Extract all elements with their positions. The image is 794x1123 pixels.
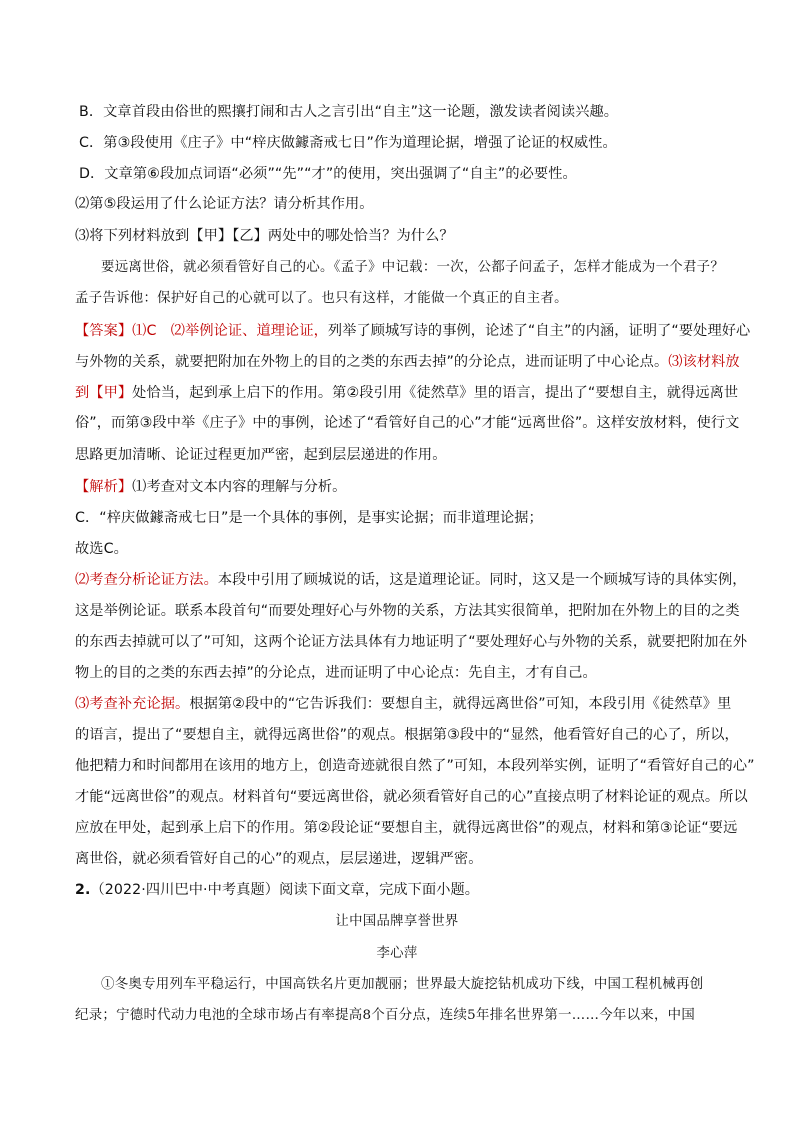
answer-sub-3: ⑶该材料放 [668, 354, 740, 370]
analysis-text: ⑴考查对文本内容的理解与分析。 [132, 479, 347, 495]
question-3: ⑶将下列材料放到【甲】【乙】两处中的哪处恰当？为什么？ [75, 228, 454, 244]
analysis-line-2: C．“梓庆做鐻斋戒七日”是一个具体的事例，是事实论据；而非道理论据； [75, 510, 543, 526]
analysis-text: 本段中引用了顾城说的话，这是道理论证。同时，这又是一个顾城写诗的具体实例， [217, 572, 747, 588]
analysis-3-line-3: 他把精力和时间都用在该用的地方上，创造奇迹就很自然了”可知，本段列举实例，证明了“看管好自己的心” [75, 758, 755, 774]
question-source: （2022·四川巴中·中考真题）阅读下面文章，完成下面小题。 [90, 882, 480, 898]
analysis-line-1 [75, 477, 346, 497]
answer-choice: ⑴C ⑵举例论证、道理论证， [132, 323, 328, 339]
answer-line-1 [75, 321, 750, 341]
option-d: D．文章第⑥段加点词语“必须”“先”“才”的使用，突出强调了“自主”的必要性。 [79, 166, 577, 182]
analysis-tag: 【解析】 [75, 479, 133, 495]
article-title: 让中国品牌享誉世界 [335, 914, 459, 929]
material-line-1: 要远离世俗，就必须看管好自己的心。《孟子》中记载：一次，公都子问孟子，怎样才能成为一个君子？ [101, 260, 725, 275]
answer-text: 与外物的关系，就要把附加在外物上的目的之类的东西去掉”的分论点，进而证明了中心论点。 [75, 354, 669, 370]
analysis-text: 根据第②段中的“它告诉我们：要想自主，就得远离世俗”可知，本段引用《徒然草》里 [189, 696, 732, 712]
question-2: ⑵第⑤段运用了什么论证方法？请分析其作用。 [75, 196, 374, 212]
analysis-2-line-1 [75, 570, 747, 590]
analysis-line-3: 故选C。 [75, 541, 128, 557]
answer-line-2 [75, 352, 740, 372]
article-author: 李心萍 [376, 946, 418, 961]
answer-tag: 【答案】 [75, 323, 133, 339]
question-number: 2. [75, 882, 91, 898]
analysis-2-line-4: 物上的目的之类的东西去掉”的分论点，进而证明了中心论点：先自主，才有自己。 [75, 665, 597, 681]
analysis-3-line-5: 应放在甲处，起到承上启下的作用。第②段论证“要想自主，就得远离世俗”的观点，材料和第③论证“要远 [75, 820, 738, 836]
option-b: B．文章首段由俗世的熙攘打闹和古人之言引出“自主”这一论题，激发读者阅读兴趣。 [79, 104, 619, 120]
analysis-3-line-2: 的语言，提出了“要想自主，就得远离世俗”的观点。根据第③段中的“显然，他看管好自己的心了，所以， [75, 727, 739, 743]
answer-text: 处恰当，起到承上启下的作用。第②段引用《徒然草》里的语言，提出了“要想自主，就得远离世 [132, 385, 739, 401]
option-c: C．第③段使用《庄子》中“梓庆做鐻斋戒七日”作为道理论据，增强了论证的权威性。 [79, 135, 617, 151]
analysis-3-line-6: 离世俗，就必须看管好自己的心”的观点，层层递进，逻辑严密。 [75, 851, 483, 867]
material-line-2: 孟子告诉他：保护好自己的心就可以了。也只有这样，才能做一个真正的自主者。 [75, 291, 568, 306]
answer-text: 列举了顾城写诗的事例，论述了“自主”的内涵，证明了“要处理好心 [327, 323, 751, 339]
article-paragraph-1-line-1: ①冬奥专用列车平稳运行，中国高铁名片更加靓丽；世界最大旋挖钻机成功下线，中国工程机械再创 [101, 977, 704, 992]
analysis-2-line-3: 的东西去掉就可以了”可知，这两个论证方法具体有力地证明了“要处理好心与外物的关系，就要把附加在外 [75, 634, 748, 650]
analysis-2-head: ⑵考查分析论证方法。 [75, 572, 218, 588]
question-heading [75, 880, 479, 900]
answer-line-5: 思路更加清晰、论证过程更加严密，起到层层递进的作用。 [75, 447, 447, 463]
analysis-3-line-4: 才能“远离世俗”的观点。材料首句“要远离世俗，就必须看管好自己的心”直接点明了材料论证的观点。所以 [75, 789, 748, 805]
analysis-3-head: ⑶考查补充论据。 [75, 696, 190, 712]
article-paragraph-1-line-2: 纪录；宁德时代动力电池的全球市场占有率提高8个百分点，连续5年排名世界第一……今年以来，中国 [75, 1008, 696, 1023]
analysis-3-line-1 [75, 694, 731, 714]
answer-position: 到【甲】 [75, 385, 133, 401]
analysis-2-line-2: 这是举例论证。联系本段首句“而要处理好心与外物的关系，方法其实很简单，把附加在外物上的目的之类 [75, 603, 740, 619]
answer-line-4: 俗”，而第③段中举《庄子》中的事例，论述了“看管好自己的心”才能“远离世俗”。这样安放材料，使行文 [75, 415, 740, 431]
answer-line-3 [75, 383, 738, 403]
